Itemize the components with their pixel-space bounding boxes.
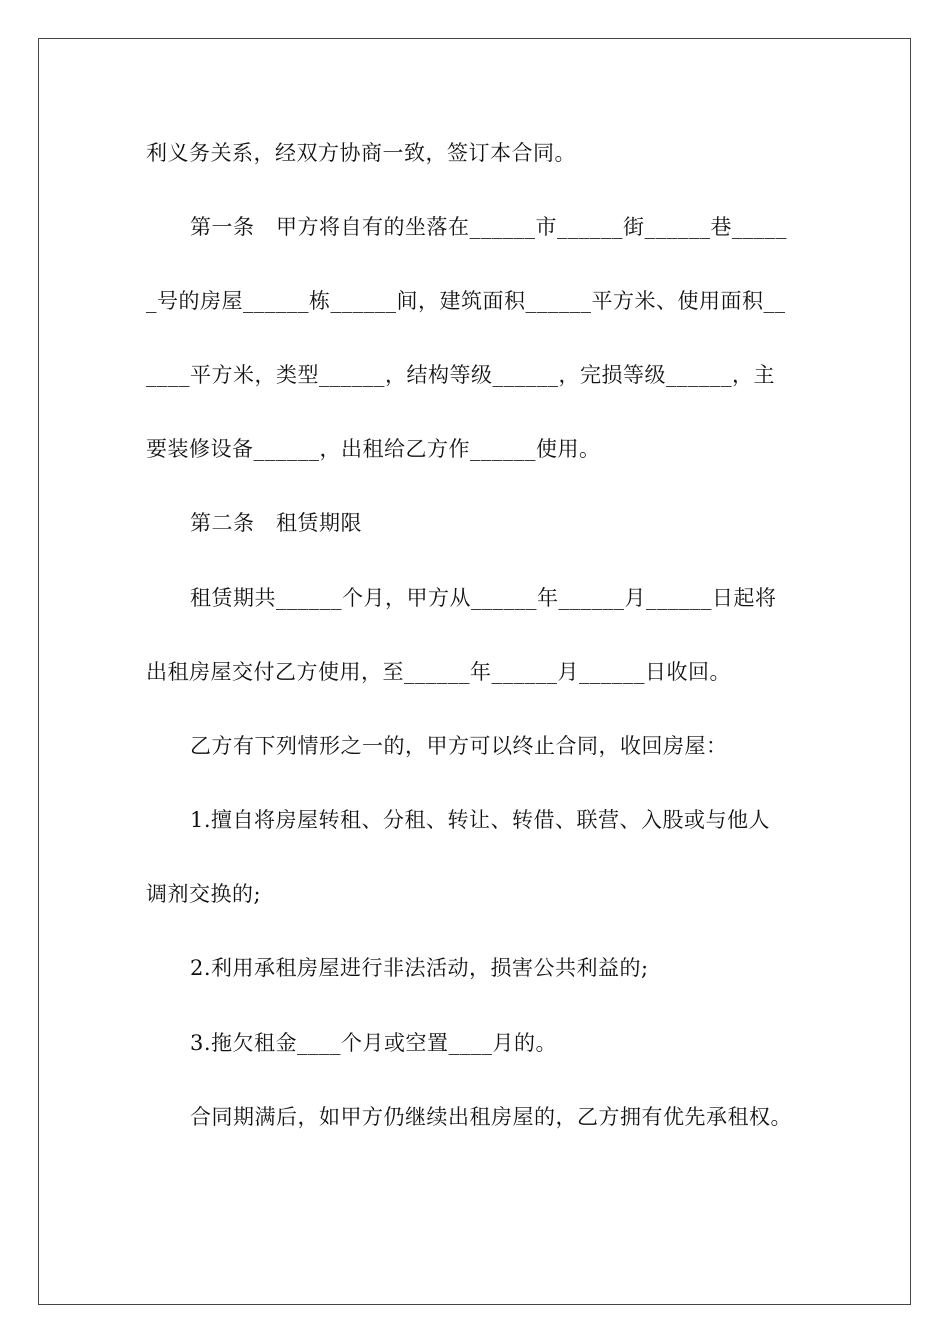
lease-term-line-1: 租赁期共______个月，甲方从______年______月______日起将 [190, 586, 777, 610]
article-1-line-1: 第一条 甲方将自有的坐落在______市______街______巷_____ [190, 215, 787, 239]
article-1-line-4: 要装修设备______，出租给乙方作______使用。 [146, 437, 601, 461]
article-2-heading: 第二条 租赁期限 [190, 511, 362, 535]
renewal-priority: 合同期满后，如甲方仍继续出租房屋的，乙方拥有优先承租权。 [190, 1105, 792, 1129]
termination-item-3: 3.拖欠租金____个月或空置____月的。 [190, 1031, 558, 1055]
termination-item-1-line-2: 调剂交换的; [146, 882, 262, 906]
termination-item-1-line-1: 1.擅自将房屋转租、分租、转让、转借、联营、入股或与他人 [190, 808, 771, 832]
termination-intro: 乙方有下列情形之一的，甲方可以终止合同，收回房屋： [190, 734, 728, 758]
text-line-1: 利义务关系，经双方协商一致，签订本合同。 [146, 141, 576, 165]
article-1-line-2: _号的房屋______栋______间，建筑面积______平方米、使用面积__ [146, 289, 786, 313]
lease-term-line-2: 出租房屋交付乙方使用，至______年______月______日收回。 [146, 660, 731, 684]
article-1-line-3: ____平方米，类型______，结构等级______，完损等级______，主 [146, 363, 775, 387]
termination-item-2: 2.利用承租房屋进行非法活动，损害公共利益的; [190, 956, 649, 980]
